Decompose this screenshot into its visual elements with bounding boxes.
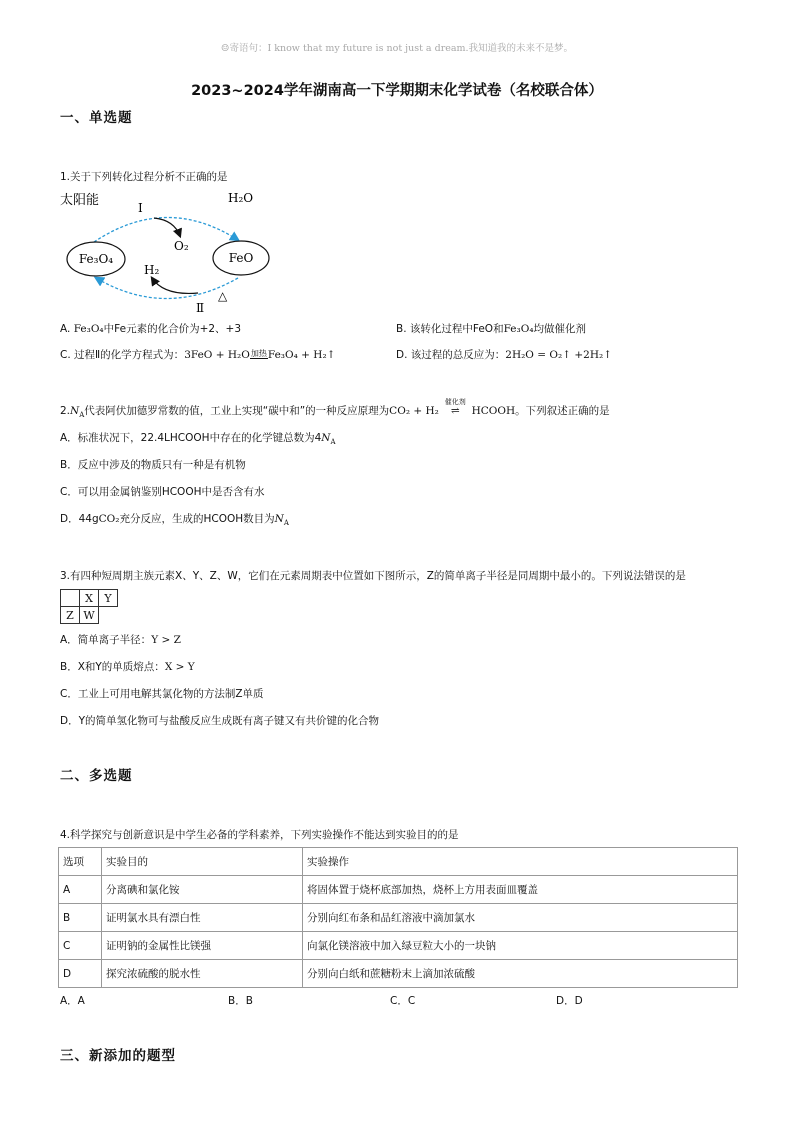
q1-option-d: D. 该过程的总反应为：2H₂O = O₂↑ +2H₂↑ [396, 349, 612, 361]
q4-choice-a: A．A [60, 995, 85, 1007]
hydrogen-label: H₂ [144, 263, 160, 277]
table-cell: 向氯化镁溶液中加入绿豆粒大小的一块钠 [303, 932, 738, 960]
q1-option-a: A. Fe₃O₄中Fe元素的化合价为+2、+3 [60, 323, 242, 335]
section-heading-single-choice: 一、单选题 [60, 110, 133, 126]
q2-option-b: B．反应中涉及的物质只有一种是有机物 [60, 459, 246, 471]
periodic-cell: Y [99, 590, 118, 607]
question-4-stem: 4.科学探究与创新意识是中学生必备的学科素养，下列实验操作不能达到实验目的的是 [60, 829, 459, 841]
table-row [59, 876, 738, 904]
table-row [59, 904, 738, 932]
q3-option-c: C．工业上可用电解其氯化物的方法制Z单质 [60, 688, 264, 700]
table-cell: 分别向白纸和蔗糖粉末上滴加浓硫酸 [303, 960, 738, 988]
reversible-arrow: 催化剂 ⇌ [444, 398, 466, 417]
table-cell: 探究浓硫酸的脱水性 [102, 960, 303, 988]
water-label: H₂O [228, 191, 254, 205]
periodic-cell: Z [61, 607, 80, 624]
table-cell: 证明钠的金属性比镁强 [102, 932, 303, 960]
experiment-table [58, 847, 738, 988]
q2-option-a: A．标准状况下，22.4LHCOOH中存在的化学键总数为$4N_A$ [60, 432, 336, 447]
oxygen-label: O₂ [174, 239, 189, 253]
section-heading-new-type: 三、新添加的题型 [60, 1048, 176, 1064]
q3-option-a: A．简单离子半径：Y > Z [60, 634, 181, 646]
question-3-stem: 3.有四种短周期主族元素X、Y、Z、W，它们在元素周期表中位置如下图所示，Z的简单离子半径是同周期中最小的。下列说法错误的是 [60, 570, 686, 582]
question-1-stem: 1.关于下列转化过程分析不正确的是 [60, 171, 228, 183]
periodic-position-table [60, 589, 118, 624]
q2-option-d: D．44gCO₂充分反应，生成的HCOOH数目为$N_A$ [60, 513, 289, 528]
question-2-stem: $2.N_A$代表阿伏加德罗常数的值，工业上实现“碳中和”的一种反应原理为CO₂ + H₂ 催化剂 ⇌ HCOOH。下列叙述正确的是 [60, 398, 610, 420]
q2-option-c: C．可以用金属钠鉴别HCOOH中是否含有水 [60, 486, 265, 498]
q4-choice-d: D．D [556, 995, 583, 1007]
table-cell: 分别向红布条和品红溶液中滴加氯水 [303, 904, 738, 932]
q1-option-b: B. 该转化过程中FeO和Fe₃O₄均做催化剂 [396, 323, 587, 335]
section-heading-multi-choice: 二、多选题 [60, 768, 133, 784]
o2-release-arrow [154, 218, 180, 236]
table-row [59, 932, 738, 960]
q4-choice-b: B．B [228, 995, 253, 1007]
table-cell: D [59, 960, 102, 988]
fe3o4-label: Fe₃O₄ [78, 252, 114, 266]
table-row [59, 960, 738, 988]
heat-symbol: △ [218, 289, 228, 303]
periodic-cell: W [80, 607, 99, 624]
sun-energy-label: 太阳能 [60, 193, 100, 208]
table-header-row [59, 848, 738, 876]
q3-option-d: D．Y的简单氢化物可与盐酸反应生成既有离子键又有共价键的化合物 [60, 715, 379, 727]
table-cell: 将固体置于烧杯底部加热，烧杯上方用表面皿覆盖 [303, 876, 738, 904]
periodic-cell [99, 607, 118, 624]
reverse-dashed-arrow [96, 278, 238, 299]
step-2-label: Ⅱ [196, 301, 205, 315]
column-header: 实验操作 [303, 848, 738, 876]
table-cell: 证明氯水具有漂白性 [102, 904, 303, 932]
motto-line: ☺寄语句：I know that my future is not just a dream.我知道我的未来不是梦。 [220, 43, 574, 54]
q1-cycle-diagram [56, 184, 286, 316]
h2-release-arrow [152, 278, 198, 293]
feo-label: FeO [228, 251, 254, 265]
q4-choice-c: C．C [390, 995, 416, 1007]
periodic-cell [61, 590, 80, 607]
table-cell: C [59, 932, 102, 960]
heating-condition: 加热 [250, 349, 267, 358]
q3-option-b: B．X和Y的单质熔点：X > Y [60, 661, 195, 673]
table-cell: A [59, 876, 102, 904]
step-1-label: Ⅰ [138, 201, 143, 215]
table-cell: 分离碘和氯化铵 [102, 876, 303, 904]
periodic-cell: X [80, 590, 99, 607]
column-header: 选项 [59, 848, 102, 876]
q1-option-c: C. 过程Ⅱ的化学方程式为：3FeO + H₂O加热Fe₃O₄ + H₂↑ [60, 349, 336, 361]
column-header: 实验目的 [102, 848, 303, 876]
table-cell: B [59, 904, 102, 932]
page-title: 2023~2024学年湖南高一下学期期末化学试卷（名校联合体） [191, 83, 603, 99]
